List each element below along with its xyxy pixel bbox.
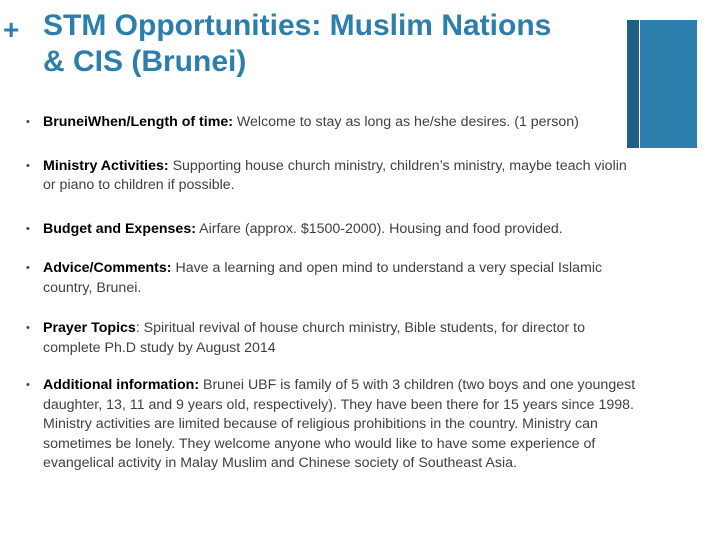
bullet-budget-expenses bbox=[26, 220, 641, 240]
bullet-label: BruneiWhen/Length of time: bbox=[43, 114, 233, 130]
bullet-text: : Spiritual revival of house church ministry, Bible students, for director to complete Ph.D study by August 2014 bbox=[43, 320, 585, 356]
plus-icon: + bbox=[3, 14, 20, 45]
bullet-text: Welcome to stay as long as he/she desires. (1 person) bbox=[232, 114, 579, 130]
bullet-dot: • bbox=[26, 116, 30, 128]
title-line-2: & CIS (Brunei) bbox=[43, 45, 247, 78]
bullet-label: Prayer Topics bbox=[43, 320, 136, 336]
bullet-label: Additional information: bbox=[43, 377, 200, 393]
bullet-label: Ministry Activities: bbox=[43, 157, 169, 174]
bullet-label: Advice/Comments: bbox=[43, 260, 172, 276]
bullet-when-length bbox=[26, 113, 641, 133]
bullet-dot: • bbox=[26, 322, 30, 334]
bullet-text: Supporting house church ministry, children’s ministry, maybe teach violin or piano to children if possible. bbox=[43, 157, 627, 193]
bullet-text: Brunei UBF is family of 5 with 3 children (two boys and one youngest daughter, 13, 11 and 9 years old, respectively). They have been there for 15 years since 1998. Ministry activities are limited because of religious prohibitions in the country. Ministry can sometimes be lonely. They welcome anyone who would like to have some experience of evangelical activity in Malay Muslim and Chinese society of Southeast Asia. bbox=[43, 377, 636, 471]
bullet-dot: • bbox=[26, 159, 30, 172]
bullet-text: Airfare (approx. $1500-2000). Housing and food provided. bbox=[195, 220, 563, 237]
title-line-1: STM Opportunities: Muslim Nations bbox=[43, 9, 552, 42]
slide-title bbox=[43, 8, 683, 80]
bullet-ministry-activities bbox=[26, 157, 641, 196]
bullet-dot: • bbox=[26, 379, 30, 391]
bullet-label: Budget and Expenses: bbox=[43, 220, 196, 237]
bullet-prayer-topics bbox=[26, 319, 641, 358]
bullet-text: Have a learning and open mind to understand a very special Islamic country, Brunei. bbox=[43, 260, 603, 296]
bullet-dot: • bbox=[26, 222, 30, 235]
bullet-dot: • bbox=[26, 262, 30, 274]
bullet-list bbox=[26, 113, 641, 474]
bullet-advice-comments bbox=[26, 259, 641, 298]
bullet-additional-information bbox=[26, 376, 641, 474]
